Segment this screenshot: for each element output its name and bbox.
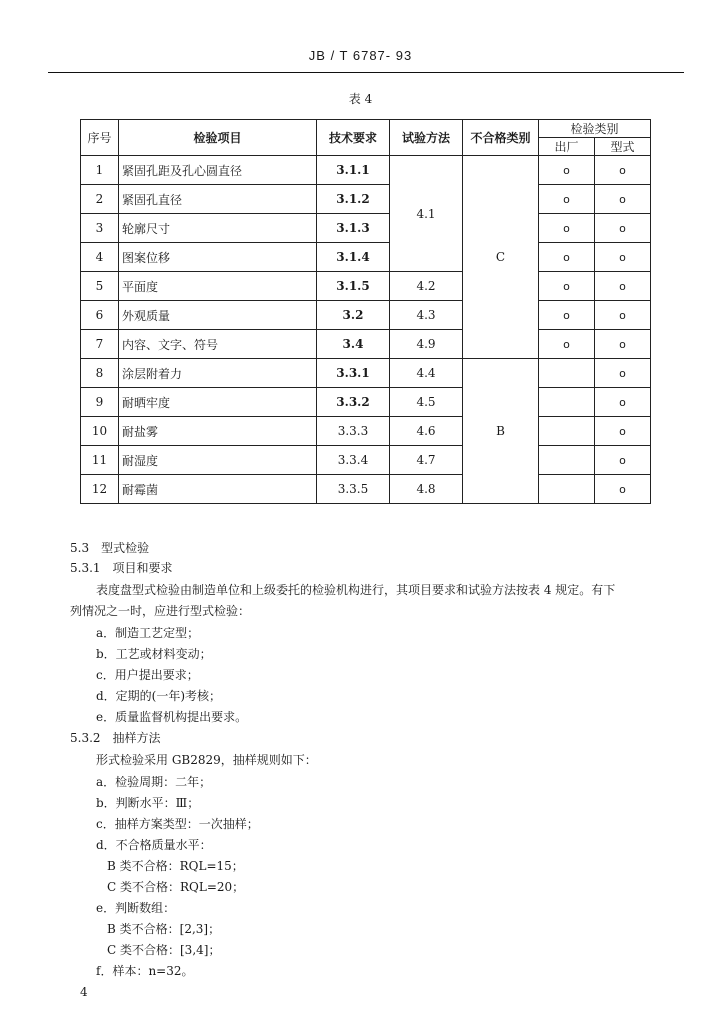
list-item: a．制造工艺定型；: [96, 626, 200, 640]
row-item: 平面度: [119, 272, 317, 301]
row-seq: 7: [81, 330, 119, 359]
row-factory-mark: o: [539, 214, 595, 243]
table-row: [81, 185, 651, 214]
row-factory-mark: [539, 475, 595, 504]
table-row: [81, 388, 651, 417]
row-seq: 8: [81, 359, 119, 388]
row-item: 耐霉菌: [119, 475, 317, 504]
row-req: 3.3.2: [317, 388, 390, 417]
list-item: d．不合格质量水平：: [96, 838, 212, 852]
row-req: 3.1.5: [317, 272, 390, 301]
list-item: b．工艺或材料变动；: [96, 647, 212, 661]
header-rule: [48, 72, 684, 73]
table-row: [81, 446, 651, 475]
row-seq: 5: [81, 272, 119, 301]
row-type-mark: o: [595, 214, 651, 243]
header-factory: 出厂: [539, 138, 595, 156]
row-method: 4.7: [390, 446, 463, 475]
row-factory-mark: [539, 417, 595, 446]
row-seq: 12: [81, 475, 119, 504]
row-factory-mark: o: [539, 301, 595, 330]
row-item: 涂层附着力: [119, 359, 317, 388]
list-item: e．质量监督机构提出要求。: [96, 710, 248, 724]
list-item: c．用户提出要求；: [96, 668, 199, 682]
row-seq: 11: [81, 446, 119, 475]
row-req: 3.1.2: [317, 185, 390, 214]
row-type-mark: o: [595, 330, 651, 359]
header-inspection: 检验类别: [539, 120, 651, 138]
row-factory-mark: o: [539, 330, 595, 359]
row-factory-mark: o: [539, 185, 595, 214]
header-category: 不合格类别: [463, 120, 539, 156]
row-item: 轮廓尺寸: [119, 214, 317, 243]
category-b: B: [463, 359, 539, 504]
row-seq: 1: [81, 156, 119, 185]
row-factory-mark: o: [539, 272, 595, 301]
table-row: [81, 417, 651, 446]
row-type-mark: o: [595, 272, 651, 301]
row-item: 耐盐雾: [119, 417, 317, 446]
table-row: [81, 330, 651, 359]
row-seq: 4: [81, 243, 119, 272]
row-item: 耐晒牢度: [119, 388, 317, 417]
page-number: 4: [80, 985, 88, 999]
row-type-mark: o: [595, 156, 651, 185]
inspection-table: [80, 119, 651, 504]
row-method: 4.4: [390, 359, 463, 388]
list-item: c．抽样方案类型：一次抽样；: [96, 817, 259, 831]
row-method: 4.2: [390, 272, 463, 301]
section-heading-5-3: 5.3 型式检验: [70, 541, 150, 555]
row-item: 图案位移: [119, 243, 317, 272]
row-req: 3.2: [317, 301, 390, 330]
section-heading-5-3-2: 5.3.2 抽样方法: [70, 731, 161, 745]
list-item: d．定期的(一年)考核；: [96, 689, 222, 703]
row-seq: 9: [81, 388, 119, 417]
row-req: 3.1.3: [317, 214, 390, 243]
row-factory-mark: o: [539, 243, 595, 272]
row-type-mark: o: [595, 359, 651, 388]
row-factory-mark: [539, 388, 595, 417]
row-factory-mark: [539, 446, 595, 475]
row-seq: 6: [81, 301, 119, 330]
row-item: 紧固孔直径: [119, 185, 317, 214]
table-row: [81, 475, 651, 504]
row-req: 3.1.1: [317, 156, 390, 185]
category-c: C: [463, 156, 539, 359]
table-row: [81, 214, 651, 243]
table-title: 表 4: [348, 92, 373, 106]
row-item: 紧固孔距及孔心圆直径: [119, 156, 317, 185]
table-row: [81, 272, 651, 301]
document-code: JB / T 6787- 93: [308, 48, 413, 63]
row-seq: 2: [81, 185, 119, 214]
row-req: 3.4: [317, 330, 390, 359]
row-type-mark: o: [595, 388, 651, 417]
row-req: 3.3.5: [317, 475, 390, 504]
row-type-mark: o: [595, 417, 651, 446]
row-req: 3.3.4: [317, 446, 390, 475]
row-type-mark: o: [595, 301, 651, 330]
row-req: 3.3.3: [317, 417, 390, 446]
list-item: f．样本：n=32。: [96, 964, 194, 978]
row-item: 内容、文字、符号: [119, 330, 317, 359]
table-row: [81, 156, 651, 185]
list-subitem: B 类不合格：RQL=15；: [107, 859, 244, 873]
row-method-merged: 4.1: [390, 156, 463, 272]
paragraph-line: 表度盘型式检验由制造单位和上级委托的检验机构进行，其项目要求和试验方法按表 4 规定。有下: [96, 583, 616, 597]
paragraph-line: 形式检验采用 GB2829，抽样规则如下：: [96, 753, 317, 767]
header-seq: 序号: [81, 120, 119, 156]
list-subitem: C 类不合格：RQL=20；: [107, 880, 245, 894]
row-type-mark: o: [595, 475, 651, 504]
row-factory-mark: [539, 359, 595, 388]
list-item: b．判断水平：Ⅲ；: [96, 796, 200, 810]
header-item: 检验项目: [119, 120, 317, 156]
row-method: 4.6: [390, 417, 463, 446]
row-type-mark: o: [595, 185, 651, 214]
list-subitem: B 类不合格：[2,3]；: [107, 922, 221, 936]
row-method: 4.3: [390, 301, 463, 330]
table-row: [81, 359, 651, 388]
header-method: 试验方法: [390, 120, 463, 156]
section-heading-5-3-1: 5.3.1 项目和要求: [70, 561, 173, 575]
paragraph-line: 列情况之一时，应进行型式检验：: [70, 604, 251, 618]
row-factory-mark: o: [539, 156, 595, 185]
row-method: 4.9: [390, 330, 463, 359]
table-row: [81, 301, 651, 330]
table-row: [81, 243, 651, 272]
row-seq: 10: [81, 417, 119, 446]
header-type: 型式: [595, 138, 651, 156]
row-seq: 3: [81, 214, 119, 243]
list-subitem: C 类不合格：[3,4]；: [107, 943, 221, 957]
row-req: 3.1.4: [317, 243, 390, 272]
list-item: e．判断数组：: [96, 901, 176, 915]
row-method: 4.5: [390, 388, 463, 417]
row-req: 3.3.1: [317, 359, 390, 388]
row-item: 耐湿度: [119, 446, 317, 475]
row-method: 4.8: [390, 475, 463, 504]
header-req: 技术要求: [317, 120, 390, 156]
row-type-mark: o: [595, 243, 651, 272]
row-item: 外观质量: [119, 301, 317, 330]
list-item: a．检验周期：二年；: [96, 775, 212, 789]
row-type-mark: o: [595, 446, 651, 475]
